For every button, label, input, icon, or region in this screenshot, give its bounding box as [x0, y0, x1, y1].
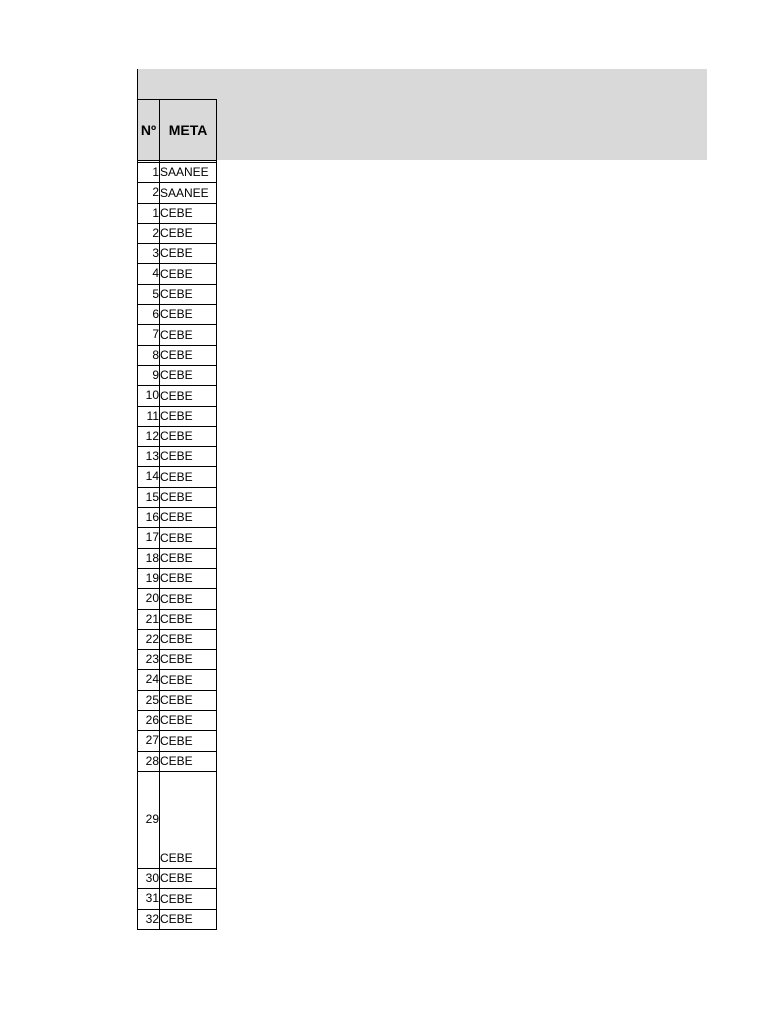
row-meta-cell[interactable]: CEBE — [160, 223, 217, 243]
row-meta-cell[interactable]: CEBE — [160, 868, 217, 888]
table-row — [138, 609, 217, 629]
row-number-cell[interactable]: 2 — [138, 223, 160, 243]
row-meta-cell[interactable]: CEBE — [160, 406, 217, 426]
row-number-cell[interactable]: 5 — [138, 284, 160, 304]
left-border-rule — [137, 69, 138, 100]
table-row — [138, 650, 217, 670]
table-row — [138, 264, 217, 284]
row-meta-cell[interactable]: CEBE — [160, 345, 217, 365]
row-number-cell[interactable]: 20 — [138, 589, 160, 609]
column-header-number[interactable]: Nº — [138, 100, 160, 161]
table-row — [138, 345, 217, 365]
row-number-cell[interactable]: 11 — [138, 406, 160, 426]
row-number-cell[interactable]: 28 — [138, 751, 160, 771]
row-meta-cell[interactable]: SAANEE — [160, 163, 217, 183]
row-meta-cell[interactable]: CEBE — [160, 751, 217, 771]
row-number-cell[interactable]: 13 — [138, 447, 160, 467]
row-meta-cell[interactable]: CEBE — [160, 711, 217, 731]
row-number-cell[interactable]: 16 — [138, 508, 160, 528]
table-body — [138, 161, 217, 930]
table-row — [138, 183, 217, 203]
row-number-cell[interactable]: 24 — [138, 670, 160, 690]
table-row — [138, 386, 217, 406]
row-meta-cell[interactable]: CEBE — [160, 508, 217, 528]
row-number-cell[interactable]: 21 — [138, 609, 160, 629]
row-meta-cell[interactable]: CEBE — [160, 244, 217, 264]
row-number-cell[interactable]: 31 — [138, 889, 160, 909]
row-number-cell[interactable]: 6 — [138, 305, 160, 325]
row-number-cell[interactable]: 26 — [138, 711, 160, 731]
row-meta-cell[interactable]: CEBE — [160, 889, 217, 909]
column-header-meta[interactable]: META — [160, 100, 217, 161]
row-meta-cell[interactable]: CEBE — [160, 771, 217, 868]
table-row — [138, 751, 217, 771]
row-number-cell[interactable]: 25 — [138, 690, 160, 710]
table-row — [138, 629, 217, 649]
table-row — [138, 163, 217, 183]
row-meta-cell[interactable]: CEBE — [160, 629, 217, 649]
row-number-cell[interactable]: 17 — [138, 528, 160, 548]
row-number-cell[interactable]: 10 — [138, 386, 160, 406]
row-meta-cell[interactable]: CEBE — [160, 365, 217, 385]
row-number-cell[interactable]: 29 — [138, 771, 160, 868]
row-meta-cell[interactable]: CEBE — [160, 609, 217, 629]
row-meta-cell[interactable]: CEBE — [160, 909, 217, 929]
table-row — [138, 203, 217, 223]
row-number-cell[interactable]: 1 — [138, 163, 160, 183]
row-number-cell[interactable]: 12 — [138, 426, 160, 446]
table-row — [138, 711, 217, 731]
table-row — [138, 909, 217, 929]
table-row — [138, 589, 217, 609]
row-number-cell[interactable]: 18 — [138, 548, 160, 568]
row-number-cell[interactable]: 8 — [138, 345, 160, 365]
row-number-cell[interactable]: 32 — [138, 909, 160, 929]
table-row — [138, 406, 217, 426]
row-number-cell[interactable]: 22 — [138, 629, 160, 649]
table-row — [138, 889, 217, 909]
row-number-cell[interactable]: 15 — [138, 487, 160, 507]
table-row — [138, 487, 217, 507]
row-number-cell[interactable]: 7 — [138, 325, 160, 345]
row-meta-cell[interactable]: CEBE — [160, 589, 217, 609]
row-number-cell[interactable]: 1 — [138, 203, 160, 223]
table-row — [138, 868, 217, 888]
row-meta-cell[interactable]: CEBE — [160, 487, 217, 507]
row-meta-cell[interactable]: CEBE — [160, 386, 217, 406]
table-row — [138, 244, 217, 264]
table-row — [138, 426, 217, 446]
row-meta-cell[interactable]: CEBE — [160, 264, 217, 284]
table-row — [138, 467, 217, 487]
row-meta-cell[interactable]: CEBE — [160, 670, 217, 690]
table-row — [138, 508, 217, 528]
goals-table — [137, 99, 217, 930]
row-meta-cell[interactable]: CEBE — [160, 325, 217, 345]
table-row — [138, 690, 217, 710]
row-number-cell[interactable]: 9 — [138, 365, 160, 385]
row-meta-cell[interactable]: CEBE — [160, 528, 217, 548]
header-band — [138, 69, 707, 160]
table-row — [138, 548, 217, 568]
row-meta-cell[interactable]: CEBE — [160, 305, 217, 325]
row-meta-cell[interactable]: CEBE — [160, 690, 217, 710]
table-row — [138, 284, 217, 304]
row-meta-cell[interactable]: SAANEE — [160, 183, 217, 203]
row-number-cell[interactable]: 4 — [138, 264, 160, 284]
table-row — [138, 223, 217, 243]
row-number-cell[interactable]: 23 — [138, 650, 160, 670]
row-meta-cell[interactable]: CEBE — [160, 467, 217, 487]
row-meta-cell[interactable]: CEBE — [160, 447, 217, 467]
table-header-row — [138, 100, 217, 161]
row-number-cell[interactable]: 2 — [138, 183, 160, 203]
table-row — [138, 305, 217, 325]
row-meta-cell[interactable]: CEBE — [160, 284, 217, 304]
row-meta-cell[interactable]: CEBE — [160, 426, 217, 446]
table-row — [138, 365, 217, 385]
row-number-cell[interactable]: 30 — [138, 868, 160, 888]
row-meta-cell[interactable]: CEBE — [160, 731, 217, 751]
row-meta-cell[interactable]: CEBE — [160, 203, 217, 223]
row-meta-cell[interactable]: CEBE — [160, 650, 217, 670]
table-row — [138, 528, 217, 548]
table-row — [138, 568, 217, 588]
table-row — [138, 447, 217, 467]
table-row — [138, 670, 217, 690]
row-number-cell[interactable]: 14 — [138, 467, 160, 487]
row-meta-cell[interactable]: CEBE — [160, 568, 217, 588]
row-number-cell[interactable]: 3 — [138, 244, 160, 264]
table-row — [138, 771, 217, 868]
table-row — [138, 731, 217, 751]
row-number-cell[interactable]: 27 — [138, 731, 160, 751]
row-meta-cell[interactable]: CEBE — [160, 548, 217, 568]
row-number-cell[interactable]: 19 — [138, 568, 160, 588]
table-row — [138, 325, 217, 345]
